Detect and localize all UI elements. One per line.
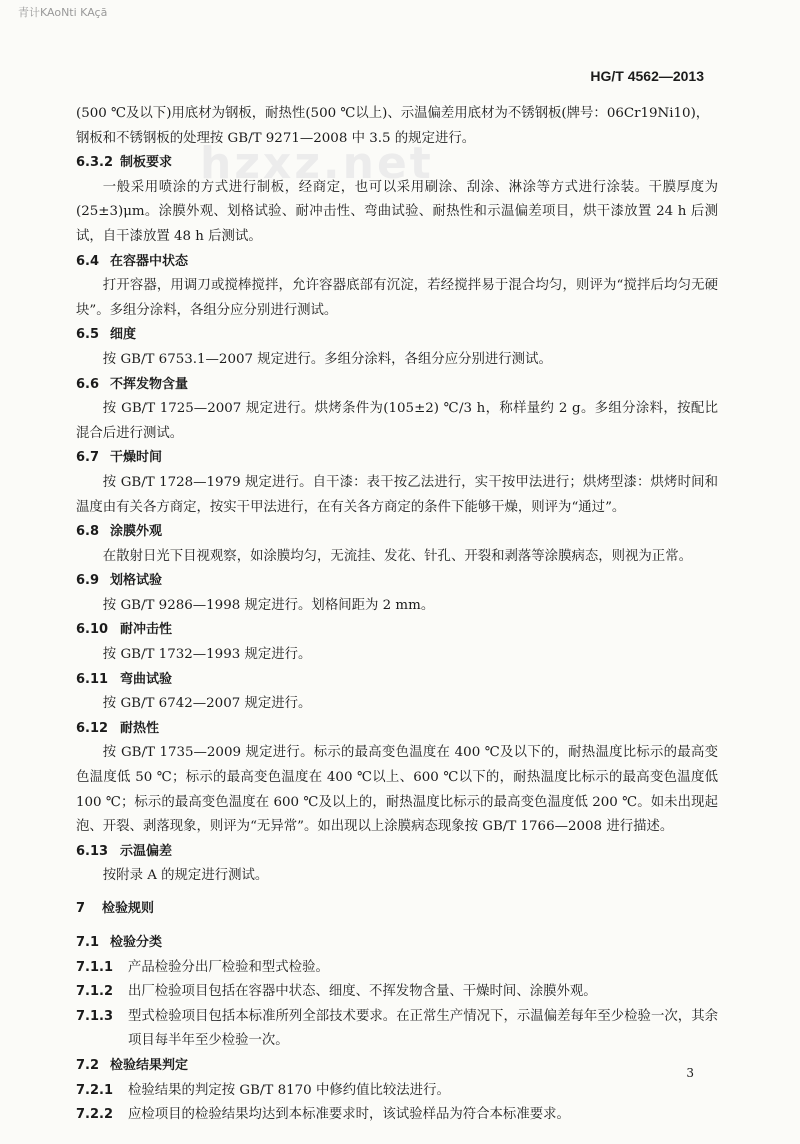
clause-7-2-1	[76, 1079, 718, 1104]
section-number: 6.12	[76, 720, 109, 736]
section-title: 耐热性	[120, 720, 160, 736]
clause-7-2-2	[76, 1103, 718, 1128]
paragraph: 按 GB/T 1725—2007 规定进行。烘烤条件为(105±2) ℃/3 h，称样量约 2 g。多组分涂料，按配比混合后进行测试。	[76, 401, 718, 441]
section-title: 细度	[110, 327, 137, 343]
section-heading-6-5	[76, 323, 718, 348]
section-number: 6.6	[76, 376, 100, 392]
clause-7-1-3	[76, 1005, 718, 1054]
clause-text: 型式检验项目包括本标准所列全部技术要求。在正常生产情况下，示温偏差每年至少检验一次，其余项目每半年至少检验一次。	[128, 1008, 718, 1049]
clause-text: 产品检验分出厂检验和型式检验。	[128, 959, 329, 975]
paragraph: 按附录 A 的规定进行测试。	[102, 868, 269, 884]
paragraph: (500 ℃及以下)用底材为钢板，耐热性(500 ℃以上)、示温偏差用底材为不锈钢板(牌号：06Cr19Ni10)，	[76, 106, 710, 121]
section-title: 耐冲击性	[120, 622, 173, 638]
chapter-heading-7	[76, 889, 718, 921]
section-title: 涂膜外观	[110, 524, 163, 540]
section-title: 干燥时间	[110, 450, 163, 466]
standard-number: HG/T 4562—2013	[590, 68, 704, 84]
page-number: 3	[686, 1066, 694, 1080]
section-title: 制板要求	[120, 155, 173, 171]
paragraph: 打开容器，用调刀或搅棒搅拌，允许容器底部有沉淀，若经搅拌易于混合均匀，则评为“搅拌后均匀无硬块”。多组分涂料，各组分应分别进行测试。	[76, 278, 718, 318]
clause-number: 7.1.2	[76, 984, 114, 1000]
clause-text: 应检项目的检验结果均达到本标准要求时，该试验样品为符合本标准要求。	[128, 1107, 570, 1123]
section-heading-6-12	[76, 717, 718, 742]
clause-text: 检验结果的判定按 GB/T 8170 中修约值比较法进行。	[128, 1082, 450, 1098]
section-number: 7.1	[76, 935, 100, 950]
section-heading-6-6	[76, 373, 718, 398]
section-heading-6-4	[76, 250, 718, 275]
paragraph: 钢板和不锈钢板的处理按 GB/T 9271—2008 中 3.5 的规定进行。	[76, 130, 476, 146]
section-title: 示温偏差	[120, 843, 173, 859]
clause-7-1-1	[76, 956, 718, 981]
section-title: 在容器中状态	[110, 253, 189, 269]
section-number: 6.4	[76, 253, 100, 269]
paragraph: 一般采用喷涂的方式进行制板，经商定，也可以采用刷涂、刮涂、淋涂等方式进行涂装。干膜厚度为(25±3)μm。涂膜外观、划格试验、耐冲击性、弯曲试验、耐热性和示温偏差项目，烘干漆放置 24 h 后测试，自干漆放置 48 h 后测试。	[76, 179, 718, 244]
section-number: 7.2	[76, 1057, 100, 1073]
paragraph: 按 GB/T 9286—1998 规定进行。划格间距为 2 mm。	[102, 597, 435, 613]
section-heading-6-8	[76, 520, 718, 545]
paragraph: 按 GB/T 6742—2007 规定进行。	[102, 696, 312, 712]
clause-text: 出厂检验项目包括在容器中状态、细度、不挥发物含量、干燥时间、涂膜外观。	[128, 984, 597, 1000]
clause-number: 7.2.2	[76, 1107, 114, 1123]
paragraph: 在散射日光下目视观察，如涂膜均匀，无流挂、发花、针孔、开裂和剥落等涂膜病态，则视为正常。	[102, 548, 692, 564]
section-number: 6.8	[76, 524, 100, 540]
section-heading-6-11	[76, 668, 718, 693]
section-heading-7-1	[76, 931, 718, 956]
section-title: 不挥发物含量	[110, 376, 189, 392]
section-number: 6.5	[76, 327, 100, 343]
section-title: 划格试验	[110, 573, 163, 589]
chapter-number: 7	[76, 901, 86, 916]
clause-7-1-2	[76, 980, 718, 1005]
paragraph: 按 GB/T 1732—1993 规定进行。	[102, 647, 312, 663]
section-number: 6.7	[76, 450, 100, 466]
section-title: 检验分类	[110, 935, 163, 950]
section-number: 6.11	[76, 671, 109, 687]
site-mark: 青计KAoNti KAçā	[18, 6, 108, 19]
clause-number: 7.1.1	[76, 959, 114, 975]
section-heading-6-3-2	[76, 151, 718, 176]
clause-number: 7.1.3	[76, 1008, 114, 1024]
section-heading-6-9	[76, 569, 718, 594]
section-title: 检验结果判定	[110, 1057, 189, 1073]
paragraph: 按 GB/T 1735—2009 规定进行。标示的最高变色温度在 400 ℃及以下的，耐热温度比标示的最高变色温度低 50 ℃；标示的最高变色温度在 400 ℃以上、600 ℃以下的，耐热温度比标示的最高变色温度低 100 ℃；标示的最高变色温度在 600 ℃及以上的，耐热温度比标示的最高变色温度低 200 ℃。如未出现起泡、开裂、剥落现象，则评为“无异常”。如出现以上涂膜病态现象按 GB/T 1766—2008 进行描述。	[76, 745, 718, 835]
section-number: 6.3.2	[76, 155, 114, 171]
section-number: 6.10	[76, 622, 109, 638]
section-heading-6-10	[76, 618, 718, 643]
section-heading-6-13	[76, 840, 718, 865]
section-heading-6-7	[76, 446, 718, 471]
section-title: 弯曲试验	[120, 671, 173, 687]
watermark: hzxz.net	[200, 138, 434, 189]
paragraph: 按 GB/T 6753.1—2007 规定进行。多组分涂料，各组分应分别进行测试。	[102, 351, 552, 367]
clause-number: 7.2.1	[76, 1082, 114, 1098]
section-number: 6.13	[76, 843, 109, 859]
section-number: 6.9	[76, 573, 100, 589]
document-body	[76, 102, 718, 1128]
chapter-title: 检验规则	[102, 901, 155, 916]
section-heading-7-2	[76, 1054, 718, 1079]
paragraph: 按 GB/T 1728—1979 规定进行。自干漆：表干按乙法进行，实干按甲法进行；烘烤型漆：烘烤时间和温度由有关各方商定，按实干甲法进行，在有关各方商定的条件下能够干燥，则评为“通过”。	[76, 474, 718, 515]
